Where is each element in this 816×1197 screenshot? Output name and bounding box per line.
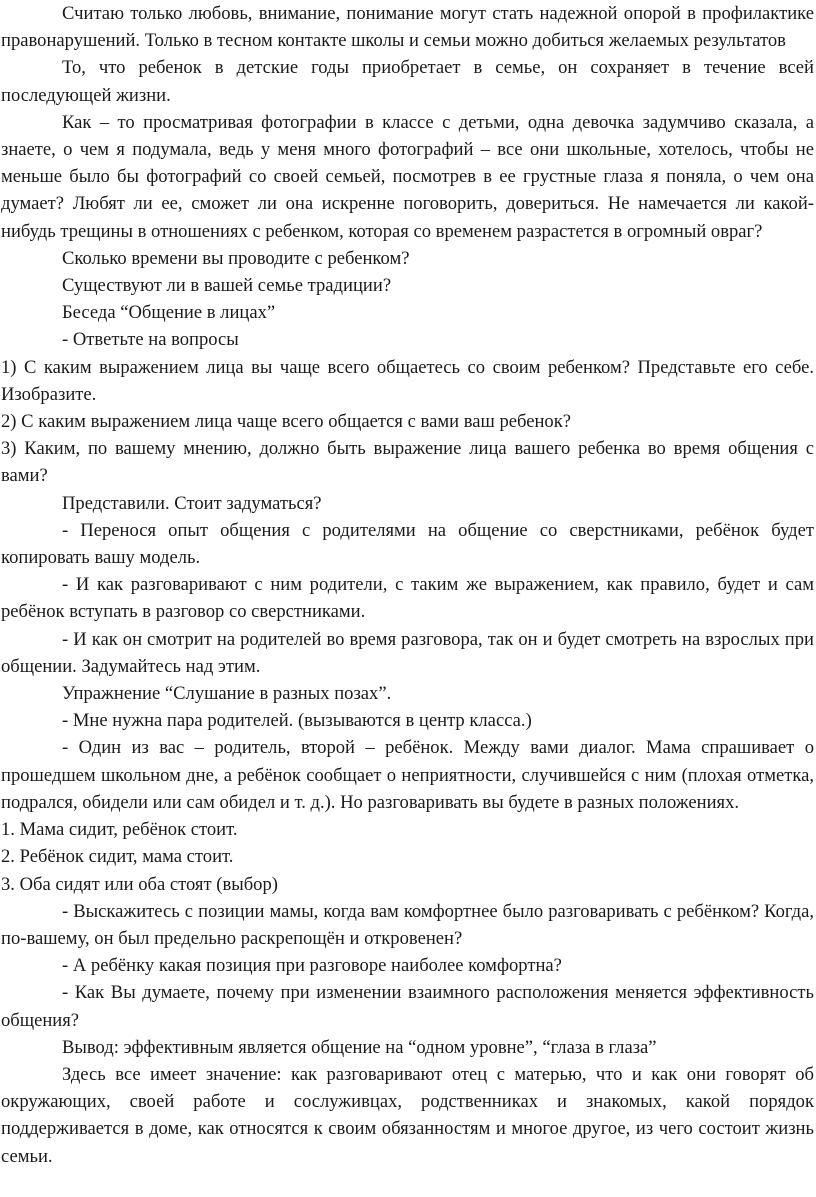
paragraph-looks-at-parents: - И как он смотрит на родителей во время разговора, так он и будет смотреть на взрослых при общении. Задумайтесь над этим. [1,628,814,677]
position-item-1: 1. Мама сидит, ребёнок стоит. [1,819,238,841]
paragraph-family-acquired: То, что ребенок в детские годы приобретает в семье, он сохраняет в течение всей последующей жизни. [1,57,814,106]
paragraph-need-pair: - Мне нужна пара родителей. (вызываются в центр класса.) [62,710,532,732]
position-item-2: 2. Ребёнок сидит, мама стоит. [1,846,234,868]
paragraph-mother-position: - Выскажитесь с позиции мамы, когда вам комфортнее было разговаривать с ребёнком? Когда, по-вашему, он был предельно раскрепощён и откровенен? [1,900,814,949]
position-item-3: 3. Оба сидят или оба стоят (выбор) [1,873,278,895]
paragraph-copy-model: - Перенося опыт общения с родителями на общение со сверстниками, ребёнок будет копировать вашу модель. [1,519,814,569]
heading-conversation-faces: Беседа “Общение в лицах” [62,302,276,324]
paragraph-why-effectiveness: - Как Вы думаете, почему при изменении взаимного расположения меняется эффективность общения? [1,982,814,1031]
question-item-3: 3) Каким, по вашему мнению, должно быть выражение лица вашего ребенка во время общения с вами? [1,438,814,487]
paragraph-everything-matters: Здесь все имеет значение: как разговаривают отец с матерью, что и как они говорят об окружающих, своей работе и сослуживцах, родственниках и знакомых, какой порядок поддерживается в доме, как относятся к своим обязанностям и многое другое, из чего состоит жизнь семьи. [1,1063,814,1167]
paragraph-imagined: Представили. Стоит задуматься? [62,492,322,514]
paragraph-conclusion: Вывод: эффективным является общение на “одном уровне”, “глаза в глаза” [62,1036,657,1058]
paragraph-love-attention: Считаю только любовь, внимание, понимание могут стать надежной опорой в профилактике правонарушений. Только в тесном контакте школы и семьи можно добиться желаемых результатов [1,3,814,52]
question-family-traditions: Существуют ли в вашей семье традиции? [62,275,392,297]
heading-exercise-listening: Упражнение “Слушание в разных позах”. [62,683,392,705]
question-time-with-child: Сколько времени вы проводите с ребенком? [62,247,410,269]
paragraph-same-expression: - И как разговаривают с ним родители, с таким же выражением, как правило, будет и сам ребёнок вступать в разговор со сверстниками. [1,574,814,623]
instruction-answer-questions: - Ответьте на вопросы [62,329,239,351]
question-item-2: 2) С каким выражением лица чаще всего общается с вами ваш ребенок? [1,411,571,433]
paragraph-dialogue-instructions: - Один из вас – родитель, второй – ребёнок. Между вами диалог. Мама спрашивает о прошедшем школьном дне, а ребёнок сообщает о неприятности, случившейся с ним (плохая отметка, подрался, обидели или сам обидел и т. д.). Но разговаривать вы будете в разных положениях. [1,737,814,813]
paragraph-photographs-story: Как – то просматривая фотографии в классе с детьми, одна девочка задумчиво сказала, а знаете, о чем я подумала, ведь у меня много фотографий – все они школьные, хотелось, чтобы не меньше было бы фотографий со своей семьей, посмотрев в ее грустные глаза я поняла, о чем она думает? Любят ли ее, сможет ли она искренне поговорить, довериться. Не намечается ли какой-нибудь трещины в отношениях с ребенком, которая со временем разрастется в огромный овраг? [1,111,814,242]
paragraph-child-position: - А ребёнку какая позиция при разговоре наиболее комфортна? [62,955,562,977]
question-item-1: 1) С каким выражением лица вы чаще всего общаетесь со своим ребенком? Представьте его себе. Изобразите. [1,356,814,405]
